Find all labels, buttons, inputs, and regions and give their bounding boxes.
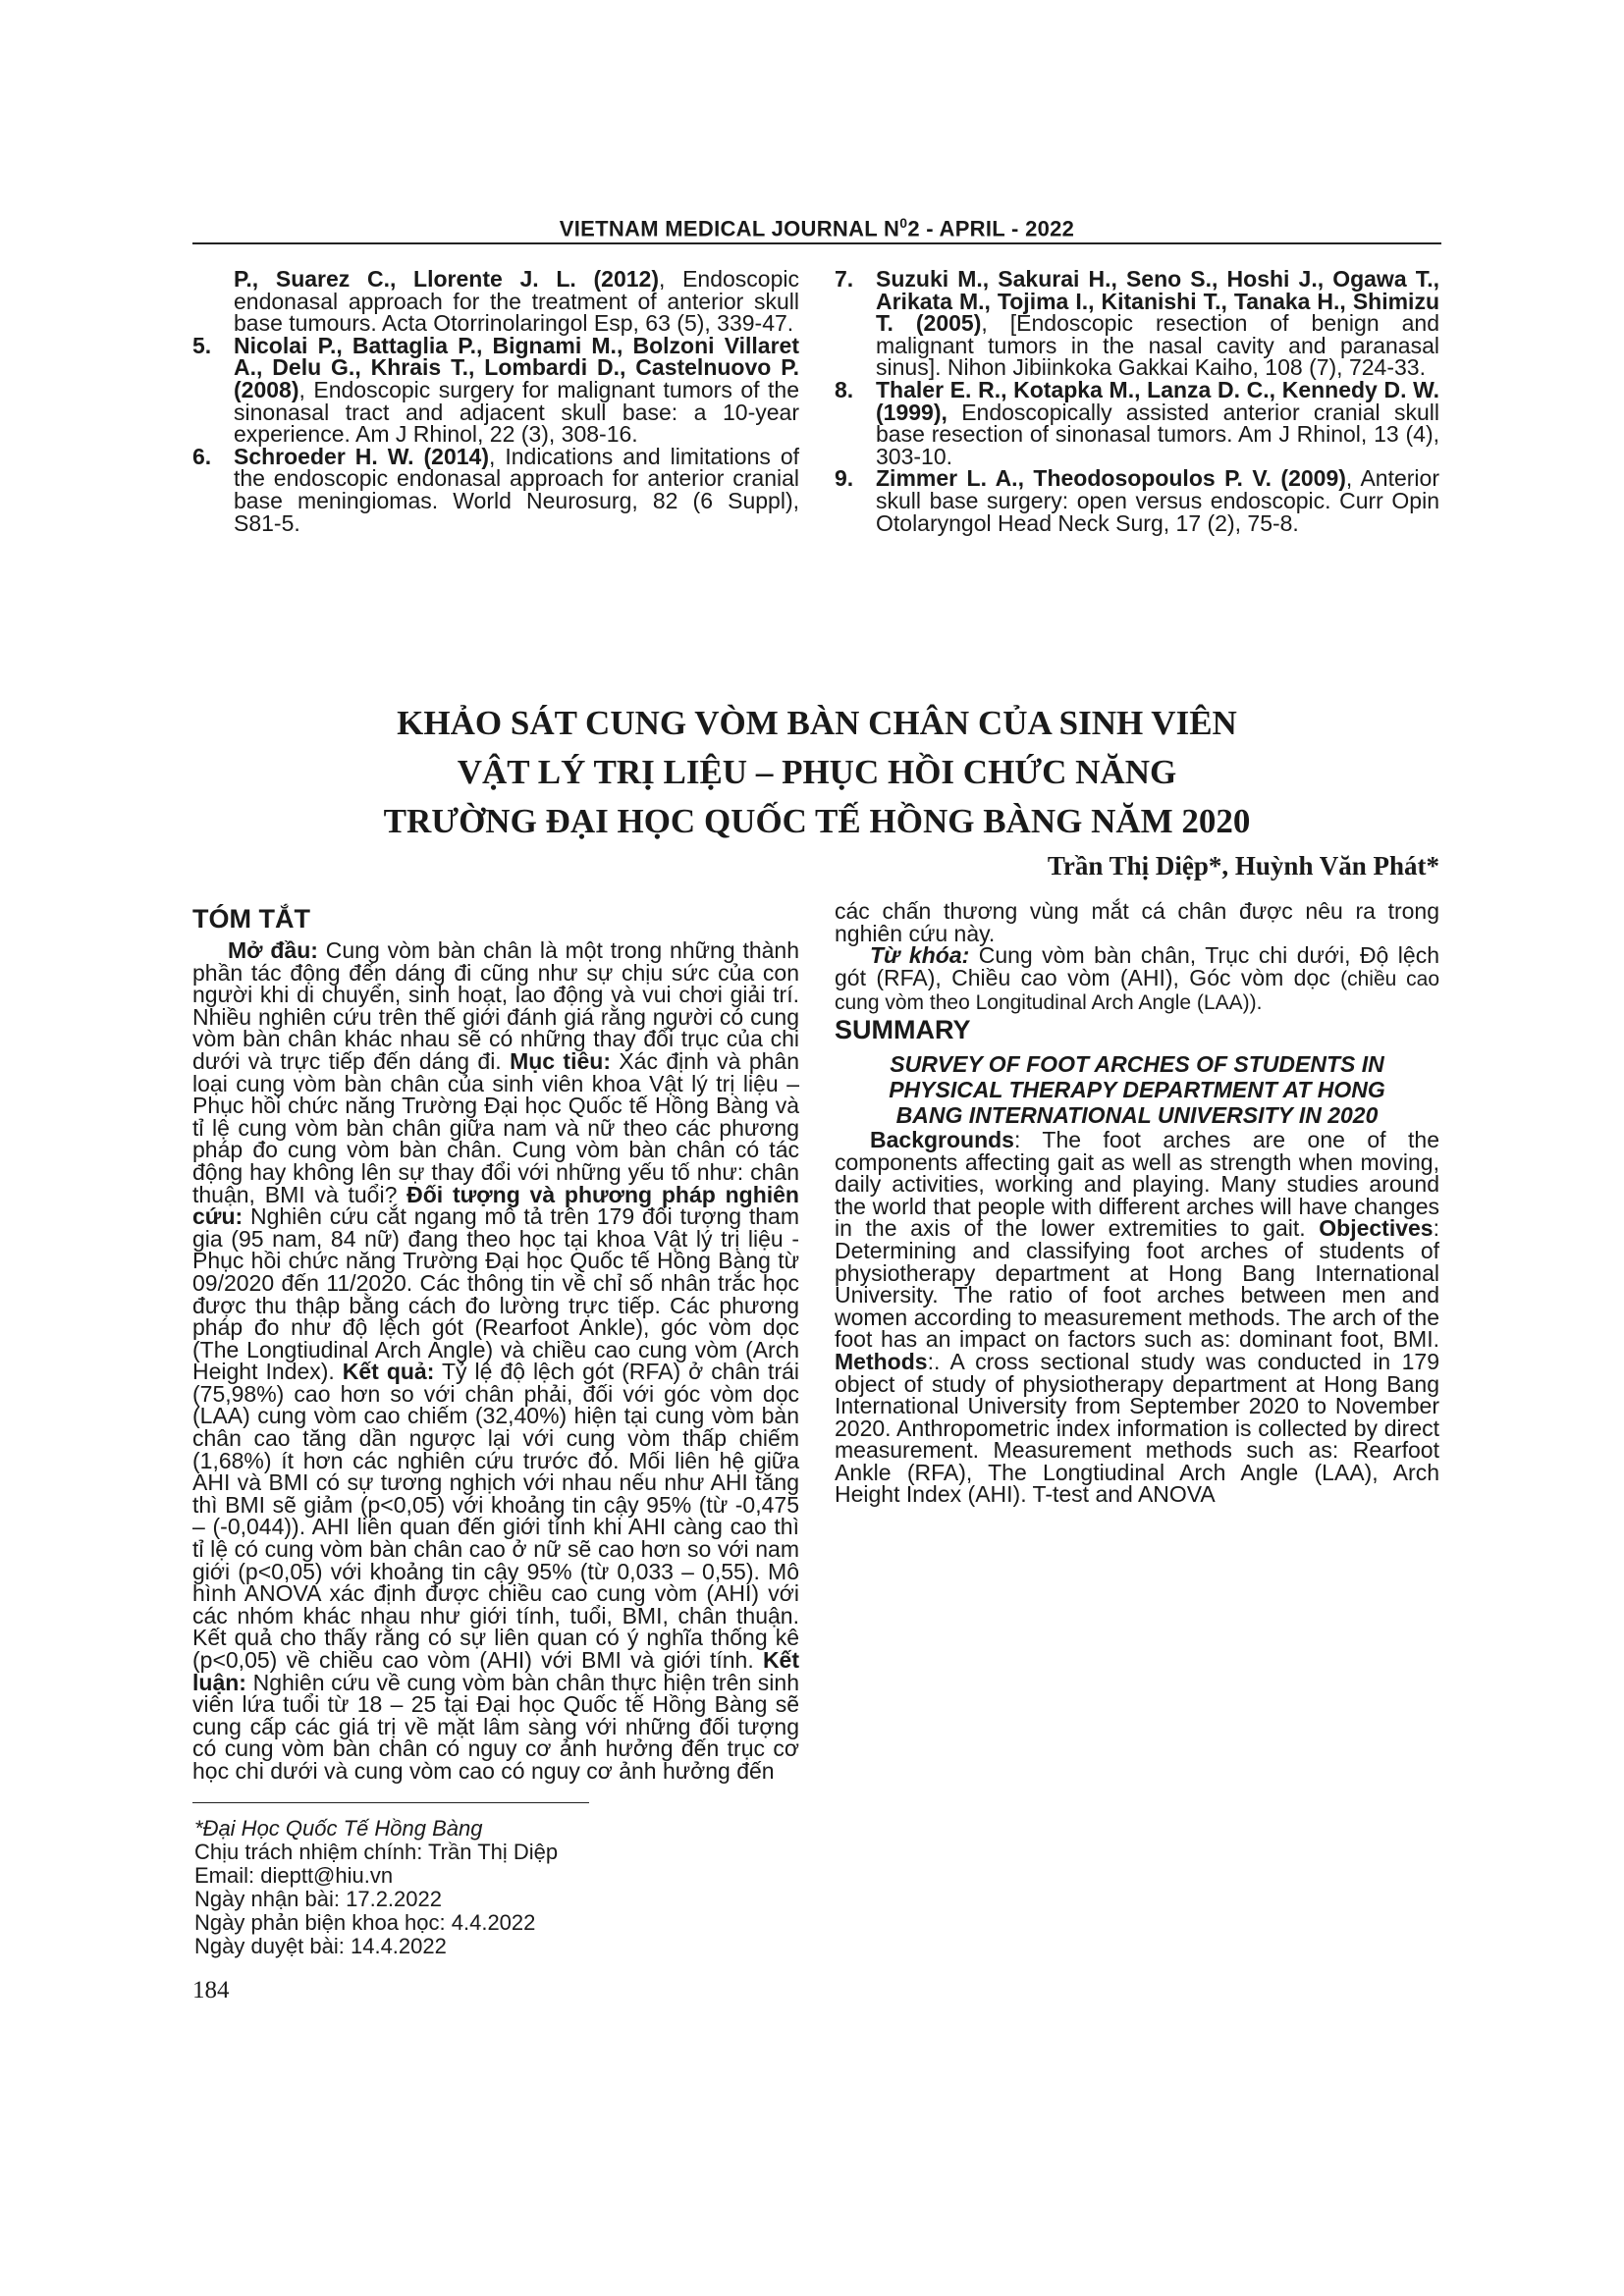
summary-title-line: SURVEY OF FOOT ARCHES OF STUDENTS IN bbox=[890, 1050, 1384, 1077]
keywords-text: Cung vòm bàn chân, Trục chi dưới, Độ lệch gót (RFA), Chiều cao vòm (AHI), Góc vòm dọc bbox=[835, 942, 1439, 990]
reference-item bbox=[835, 268, 1439, 379]
background-label: Mở đầu: bbox=[228, 937, 318, 963]
keywords-text-tail: (chiều cao cung vòm theo Longitudinal Arch Angle (LAA)). bbox=[835, 967, 1439, 1015]
abstract-heading: TÓM TẮT bbox=[192, 904, 310, 934]
summary-heading: SUMMARY bbox=[835, 1014, 971, 1044]
summary-background-text: : The foot arches are one of the components affecting gait as well as strength when moving, daily activities, working and playing. Many studies around the world that people with different arches will have changes in the axis of the lower extremities to gait. bbox=[835, 1126, 1439, 1242]
article-title-line: KHẢO SÁT CUNG VÒM BÀN CHÂN CỦA SINH VIÊN bbox=[397, 704, 1237, 742]
running-head bbox=[192, 215, 1441, 241]
keywords bbox=[835, 944, 1439, 1015]
abstract-continued bbox=[835, 900, 1439, 1015]
reference-authors: Zimmer L. A., Theodosopoulos P. V. (2009) bbox=[876, 465, 1346, 492]
article-title-line: VẬT LÝ TRỊ LIỆU – PHỤC HỒI CHỨC NĂNG bbox=[457, 753, 1177, 791]
conclusion-text: Nghiên cứu về cung vòm bàn chân thực hiện trên sinh viên lứa tuổi từ 18 – 25 tại Đại học Quốc tế Hồng Bàng sẽ cung cấp các giá trị về mặt lâm sàng với những đối tượng có cung vòm bàn chân có nguy cơ ảnh hưởng đến trục cơ học chi dưới và cung vòm cao có nguy cơ ảnh hưởng đến bbox=[192, 1669, 799, 1784]
reference-text: , Endoscopic surgery for malignant tumors of the sinonasal tract and adjacent skull base: a 10-year experience. Am J Rhinol, 22 (3), 308-16. bbox=[234, 376, 799, 448]
reference-item bbox=[192, 443, 800, 536]
reference-authors: Nicolai P., Battaglia P., Bignami M., Bolzoni Villaret A., Delu G., Khrais T., Lombardi D., Castelnuovo P. (2008) bbox=[234, 332, 799, 402]
methods-text: Nghiên cứu cắt ngang mô tả trên 179 đối tượng tham gia (95 nam, 84 nữ) đang theo học tại khoa Vật lý trị liệu - Phục hồi chức năng Trường Đại học Quốc tế Hồng Bàng từ 09/2020 đến 11/2020. Các thông tin về chỉ số nhân trắc học được thu thập bằng cách đo lường trực tiếp. Các phương pháp đo như độ lệch gót (Rearfoot Ankle), góc vòm dọc (The Longtiudinal Arch Angle) và chiều cao cung vòm (Arch Height Index). bbox=[192, 1203, 799, 1385]
running-head-issue: 2 - APRIL - 2022 bbox=[907, 216, 1075, 241]
summary-english bbox=[835, 900, 1439, 1506]
summary-title-line: PHYSICAL THERAPY DEPARTMENT AT HONG bbox=[889, 1076, 1385, 1102]
page-number: 184 bbox=[192, 1977, 230, 2003]
header-rule bbox=[192, 242, 1441, 244]
reference-text: , Indications and limitations of the endoscopic endonasal approach for anterior cranial base meningiomas. World Neurosurg, 82 (6 Suppl), S81-5. bbox=[234, 443, 800, 536]
background-text: Cung vòm bàn chân là một trong những thành phần tác động đến dáng đi cũng như sự chịu sức của con người khi di chuyển, sinh hoạt, lao động và vui chơi giải trí. Nhiều nghiên cứu trên thế giới đánh giá rằng người có cung vòm bàn chân khác nhau sẽ có những thay đổi trục của chi dưới và trực tiếp đến dáng đi. bbox=[192, 937, 800, 1074]
methods-label: Đối tượng và phương pháp nghiên cứu: bbox=[192, 1181, 799, 1230]
references-right-column bbox=[835, 268, 1439, 534]
running-head-journal: VIETNAM MEDICAL JOURNAL N bbox=[559, 216, 900, 241]
summary-body bbox=[835, 1126, 1439, 1508]
running-head-number-sup: 0 bbox=[899, 215, 908, 231]
conclusion-text: các chấn thương vùng mắt cá chân được nêu ra trong nghiên cứu này. bbox=[835, 898, 1439, 946]
results-text: Tỷ lệ độ lệch gót (RFA) ở chân trái (75,98%) cao hơn so với chân phải, đối với góc vòm dọc (LAA) cung vòm cao chiếm (32,40%) hiện tại cung vòm bàn chân cao tăng dần ngược lại với cung vòm thấp chiếm (1,68%) ít hơn các nghiên cứu trước đó. Mối liên hệ giữa AHI và BMI có sự tương nghịch với nhau nếu như AHI tăng thì BMI sẽ giảm (p<0,05) với khoảng tin cậy 95% (từ -0,475 – (-0,044)). AHI liên quan đến giới tính khi AHI càng cao thì tỉ lệ có cung vòm bàn chân cao ở nữ sẽ cao hơn so với nam giới (p<0,05) với khoảng tin cậy 95% (từ 0,033 – 0,55). Mô hình ANOVA xác định được chiều cao cung vòm (AHI) với các nhóm khác nhau như giới tính, tuổi, BMI, chân thuận. Kết quả cho thấy rằng có sự liên quan có ý nghĩa thống kê (p<0,05) về chiều cao vòm (AHI) với BMI và giới tính. bbox=[192, 1359, 799, 1673]
article-title bbox=[192, 699, 1441, 846]
abstract-body bbox=[192, 939, 799, 1783]
abstract-vietnamese bbox=[192, 898, 799, 1783]
objective-label: Mục tiêu: bbox=[510, 1047, 611, 1074]
article-title-line: TRƯỜNG ĐẠI HỌC QUỐC TẾ HỒNG BÀNG NĂM 2020 bbox=[383, 802, 1251, 840]
reference-item bbox=[192, 268, 799, 335]
summary-methods-label: Methods bbox=[835, 1348, 928, 1374]
objective-text: Xác định và phân loại cung vòm bàn chân của sinh viên khoa Vật lý trị liệu – Phục hồi chức năng Trường Đại học Quốc tế Hồng Bàng và tỉ lệ cung vòm bàn chân giữa nam và nữ theo các phương pháp đo cung vòm bàn chân. Cung vòm bàn chân có tác động hay không lên sự thay đổi với những yếu tố như: chân thuận, BMI và tuổi? bbox=[192, 1047, 799, 1207]
abstract-body-continued bbox=[835, 900, 1439, 944]
reference-number: 9. bbox=[835, 465, 854, 492]
reference-number: 6. bbox=[192, 443, 212, 469]
reference-authors: Schroeder H. W. (2014) bbox=[234, 443, 489, 469]
reference-authors: Thaler E. R., Kotapka M., Lanza D. C., Kennedy D. W. (1999), bbox=[876, 376, 1439, 425]
summary-objective-label: Objectives bbox=[1319, 1215, 1434, 1242]
reference-number: 8. bbox=[835, 376, 854, 402]
reference-text: , Anterior skull base surgery: open versus endoscopic. Curr Opin Otolaryngol Head Neck Surg, 17 (2), 75-8. bbox=[876, 465, 1439, 536]
reference-text: Endoscopically assisted anterior cranial skull base resection of sinonasal tumors. Am J Rhinol, 13 (4), 303-10. bbox=[876, 399, 1439, 469]
summary-methods-text: :. A cross sectional study was conducted in 179 object of study of physiotherapy department at Hong Bang International University from September 2020 to November 2020. Anthropometric index information is collected by direct measurement. Measurement methods such as: Rearfoot Ankle (RFA), The Longtiudinal Arch Angle (LAA), Arch Height Index (AHI). T-test and ANOVA bbox=[835, 1348, 1439, 1508]
footnote bbox=[194, 1817, 784, 1958]
reference-authors: Suzuki M., Sakurai H., Seno S., Hoshi J., Ogawa T., Arikata M., Tojima I., Kitanishi T., Tanaka H., Shimizu T. (2005) bbox=[876, 266, 1439, 337]
results-label: Kết quả: bbox=[342, 1359, 435, 1385]
reference-item bbox=[192, 332, 799, 448]
footnote-affiliation: *Đại Học Quốc Tế Hồng Bàng bbox=[194, 1816, 483, 1841]
reference-item bbox=[835, 376, 1439, 469]
summary-objective-text: : Determining and classifying foot arches of students of physiotherapy department at Hong Bang International University. The ratio of foot arches between men and women according to measurement methods. The arch of the foot has an impact on factors such as: dominant foot, BMI. bbox=[835, 1215, 1439, 1353]
references-left-column bbox=[192, 268, 799, 534]
reference-text: , [Endoscopic resection of benign and malignant tumors in the nasal cavity and paranasal sinus]. Nihon Jibiinkoka Gakkai Kaiho, 108 (7), 724-33. bbox=[876, 310, 1439, 381]
footnote-responsible-author: Chịu trách nhiệm chính: Trần Thị Diệp bbox=[194, 1840, 559, 1864]
footnote-review-date: Ngày phản biện khoa học: 4.4.2022 bbox=[194, 1910, 536, 1935]
reference-item bbox=[835, 467, 1439, 534]
footnote-email: Email: dieptt@hiu.vn bbox=[194, 1863, 394, 1888]
footnote-accepted-date: Ngày duyệt bài: 14.4.2022 bbox=[194, 1934, 447, 1958]
footnote-received-date: Ngày nhận bài: 17.2.2022 bbox=[194, 1887, 442, 1911]
reference-text: , Endoscopic endonasal approach for the treatment of anterior skull base tumours. Acta Otorrinolaringol Esp, 63 (5), 339-47. bbox=[234, 266, 799, 337]
summary-background-label: Backgrounds bbox=[870, 1126, 1014, 1152]
reference-number: 7. bbox=[835, 266, 854, 292]
keywords-label: Từ khóa: bbox=[870, 942, 970, 969]
conclusion-label: Kết luận: bbox=[192, 1647, 799, 1695]
summary-title-line: BANG INTERNATIONAL UNIVERSITY IN 2020 bbox=[895, 1101, 1379, 1128]
article-authors: Trần Thị Diệp*, Huỳnh Văn Phát* bbox=[1047, 851, 1439, 881]
footnote-rule bbox=[192, 1802, 589, 1803]
reference-authors: P., Suarez C., Llorente J. L. (2012) bbox=[234, 266, 659, 292]
reference-number: 5. bbox=[192, 332, 212, 358]
